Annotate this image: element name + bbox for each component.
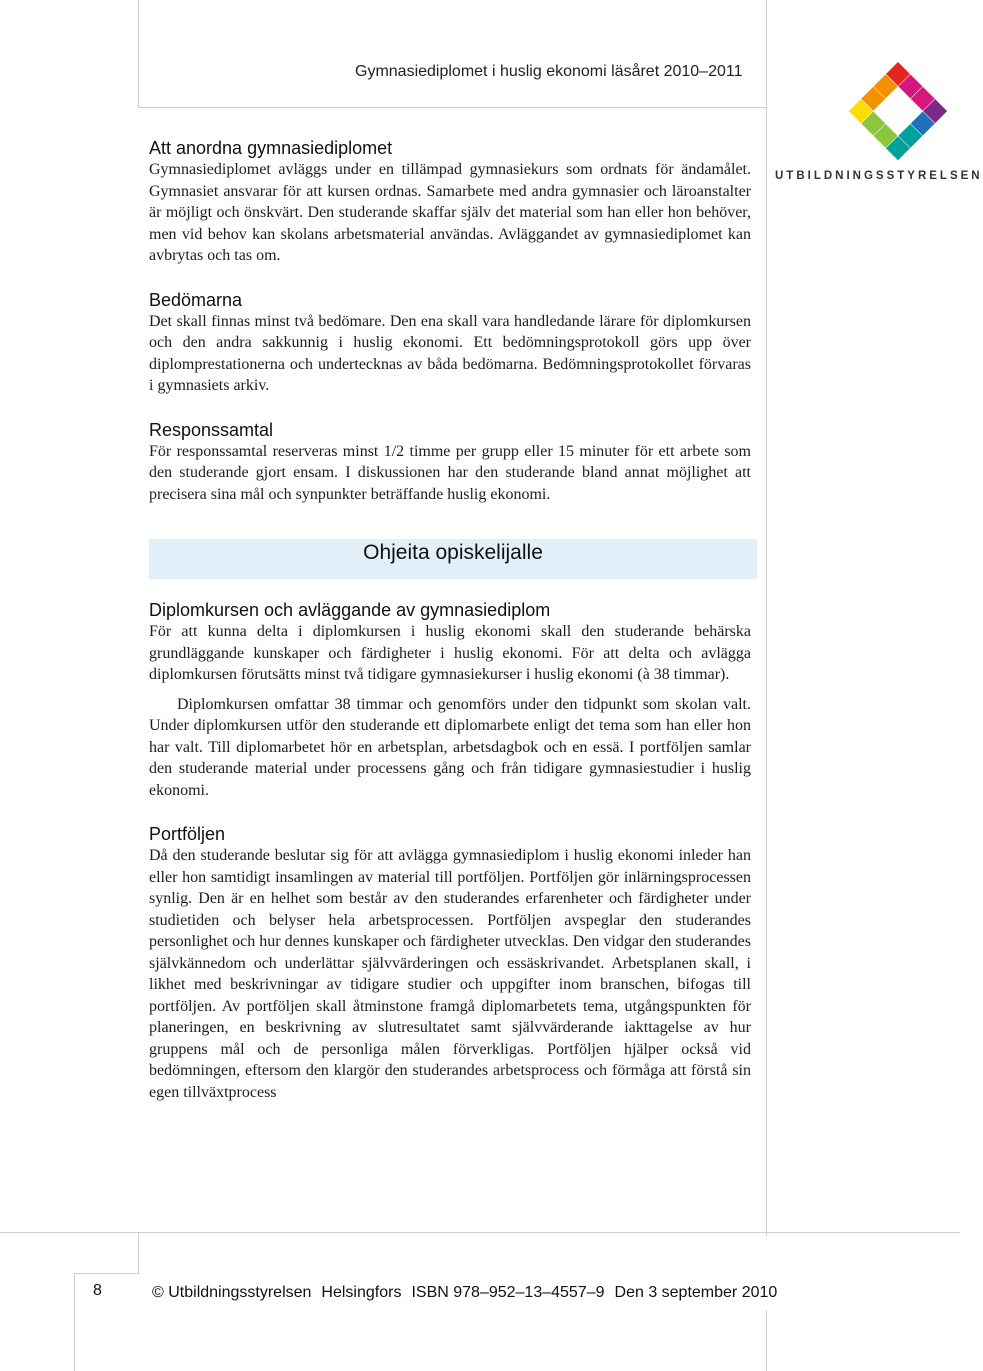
section-paragraph: Gymnasiediplomet avläggs under en tillämpad gymnasiekurs som ordnats för ändamålet. Gymnasiet ansvarar för att kursen ordnas. Samarbete med andra gymnasier och läroanstalter är möjligt och önskvärt. Den studerande skaffar själv det material som han eller hon behöver, men vid behov kan skolans arbetsmaterial användas. Avläggandet av gymnasiediplomet kan avbrytas och tas om.: [149, 161, 751, 264]
footer-line-top: [74, 1273, 138, 1274]
section-paragraph: Då den studerande beslutar sig för att avlägga gymnasiediplom i huslig ekonomi inleder han eller hon samtidigt insamlingen av material till portföljen. Portföljen gör inlärningsprocessen synlig. Den är en helhet som består av den studerandes erfarenheter och färdigheter under studietiden och belyser hela arbetsprocessen. Portföljen avspeglar den studerandes personlighet och hur dennes kunskaper och färdigheter utvecklas. Den vidgar den studerandes självkännedom och underlättar självvärderingen och essäskrivandet. Arbetsplanen skall, i likhet med beskrivningar av tidigare studier och uppgifter inom branschen, bifogas till portföljen. Av portföljen skall åtminstone framgå diplomarbetets tema, utgångspunkten för planeringen, en beskrivning av slutresultatet samt självvärderande iakttagelse av hur gruppens mål och de personliga målen förverkligas. Portföljen hjälper också vid bedömningen, eftersom den klargör den studerandes arbetsprocess och förmåga att förstå sin egen tillväxtprocess: [149, 847, 751, 1101]
main-content: [149, 137, 751, 527]
section-heading: Att anordna gymnasiediplomet: [149, 138, 393, 158]
section-paragraph: För responssamtal reserveras minst 1/2 timme per grupp eller 15 minuter för ett arbete som den studerande gjort ensam. I diskussionen har den studerande bland annat möjlighet att precisera sina mål och synpunkter beträffande huslig ekonomi.: [149, 442, 751, 503]
instructions-banner: [149, 539, 757, 579]
footer-info: [152, 1284, 787, 1302]
footer-date: Den 3 september 2010: [614, 1284, 778, 1301]
section-paragraph: Det skall finnas minst två bedömare. Den ena skall vara handledande lärare för diplomkursen och den andra sakkunnig i huslig ekonomi. Ett bedömningsprotokoll görs upp över diplomprestationerna och undertecknas av båda bedömarna. Bedömningsprotokollet förvaras i gymnasiets arkiv.: [149, 312, 751, 394]
logo-text: UTBILDNINGSSTYRELSEN: [775, 170, 983, 182]
frame-line-right: [766, 0, 767, 1236]
utbildningsstyrelsen-logo-icon: [846, 60, 950, 164]
frame-line-left-lower: [138, 1232, 139, 1274]
footer-line-right: [766, 1310, 767, 1371]
footer-line-left: [74, 1273, 75, 1371]
section-heading: Responssamtal: [149, 419, 274, 440]
section-heading: Portföljen: [149, 824, 226, 844]
footer-city: Helsingfors: [321, 1284, 402, 1301]
section-paragraph: För att kunna delta i diplomkursen i huslig ekonomi skall den studerande behärska grundläggande kunskaper och färdigheter i huslig ekonomi. För att delta och avlägga diplomkursen förutsätts minst två tidigare gymnasiekurser i huslig ekonomi (à 38 timmar).: [149, 623, 751, 683]
frame-line-bottom: [0, 1232, 960, 1233]
section-bedomarna: [149, 289, 751, 397]
main-content-2: [149, 599, 751, 1125]
footer-publisher: © Utbildningsstyrelsen: [152, 1284, 312, 1301]
section-responssamtal: [149, 419, 751, 506]
header-title: Gymnasiediplomet i huslig ekonomi läsåret 2010–2011: [355, 63, 743, 80]
section-heading: Diplomkursen och avläggande av gymnasiediplom: [149, 600, 551, 620]
section-att-anordna: [149, 137, 751, 267]
section-portfoljen: [149, 823, 751, 1103]
section-paragraph-2: Diplomkursen omfattar 38 timmar och genomförs under den tidpunkt som skolan valt. Under diplomkursen utför den studerande ett diplomarbete enligt det tema som han eller hon har valt. Till diplomarbetet hör en arbetsplan, arbetsdagbok och en essä. I portföljen samlar den studerande material under processens gång och från tidigare gymnasiestudier i huslig ekonomi.: [149, 695, 751, 799]
frame-line-top: [138, 107, 766, 108]
frame-line-left: [138, 0, 139, 108]
page-number: 8: [93, 1282, 102, 1299]
section-heading: Bedömarna: [149, 289, 243, 310]
footer-isbn: ISBN 978–952–13–4557–9: [411, 1284, 605, 1301]
banner-title: Ohjeita opiskelijalle: [363, 541, 543, 564]
section-diplomkursen: [149, 599, 751, 801]
